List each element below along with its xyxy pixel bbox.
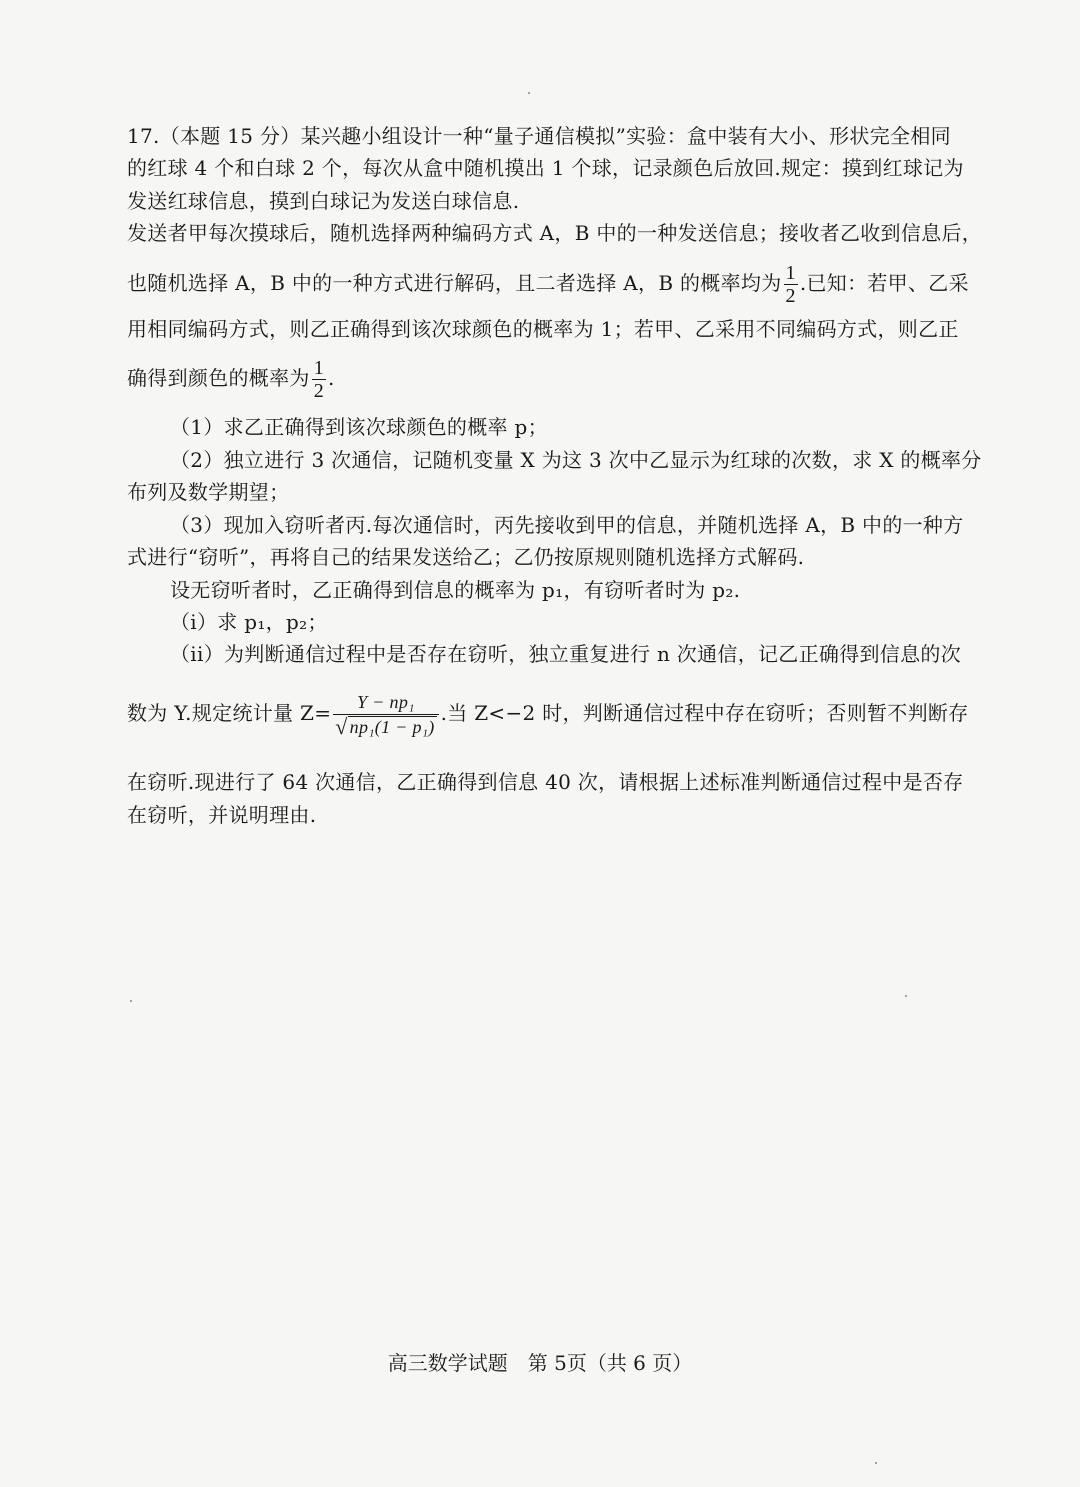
question-3-ii-line-1: （ii）为判断通信过程中是否存在窃听，独立重复进行 n 次通信，记乙正确得到信息的次	[170, 642, 961, 666]
page-footer: 高三数学试题 第 5页（共 6 页）	[387, 1351, 693, 1375]
question-3-line-3: 设无窃听者时，乙正确得到信息的概率为 p₁，有窃听者时为 p₂.	[170, 578, 741, 602]
half-fraction: $\frac{1}{2}$	[785, 262, 796, 307]
statistic-rule: .当 Z<−2 时，判断通信过程中存在窃听；否则暂不判断存	[440, 701, 969, 725]
problem-line-6: 用相同编码方式，则乙正确得到该次球颜色的概率为 1；若甲、乙采用不同编码方式，则乙正	[127, 317, 959, 341]
scan-speck	[875, 1462, 877, 1464]
question-3-line-1: （3）现加入窃听者丙.每次通信时，丙先接收到甲的信息，并随机选择 A，B 中的一种方	[170, 513, 964, 537]
question-1: （1）求乙正确得到该次球颜色的概率 p；	[170, 415, 548, 439]
problem-line-3: 发送红球信息，摸到白球记为发送白球信息.	[127, 189, 520, 213]
z-statistic-fraction	[333, 690, 438, 739]
scan-speck	[130, 1000, 132, 1002]
question-3-line-2: 式进行“窃听”，再将自己的结果发送给乙；乙仍按原规则随机选择方式解码.	[127, 545, 805, 569]
problem-line-5-tail: .已知：若甲、乙采	[799, 271, 969, 295]
question-2-line-1: （2）独立进行 3 次通信，记随机变量 X 为这 3 次中乙显示为红球的次数，求 X 的概率分	[170, 448, 982, 472]
sqrt-symbol: √ np₁(1 − p₁)	[335, 714, 435, 739]
question-3-ii-line-3: 在窃听.现进行了 64 次通信，乙正确得到信息 40 次，请根据上述标准判断通信过程中是否存	[127, 770, 964, 794]
z-numerator: Y − np₁	[333, 690, 438, 715]
problem-line-1: 17.（本题 15 分）某兴趣小组设计一种“量子通信模拟”实验：盒中装有大小、形状完全相同	[127, 124, 951, 148]
problem-line-5-text: 也随机选择 A，B 中的一种方式进行解码，且二者选择 A，B 的概率均为	[127, 271, 782, 295]
problem-line-7: 确得到颜色的概率为 $\frac{1}{2}$ .	[127, 357, 335, 402]
scan-speck	[528, 92, 530, 94]
scan-speck	[905, 995, 907, 997]
problem-line-7-text: 确得到颜色的概率为	[127, 366, 310, 390]
z-denominator: np₁(1 − p₁)	[349, 717, 435, 737]
statistic-label: 数为 Y.规定统计量 Z=	[127, 701, 332, 725]
half-fraction-2: $\frac{1}{2}$	[313, 357, 325, 402]
question-2-line-2: 布列及数学期望；	[127, 480, 290, 504]
problem-line-4: 发送者甲每次摸球后，随机选择两种编码方式 A，B 中的一种发送信息；接收者乙收到信息后，	[127, 221, 983, 245]
problem-line-2: 的红球 4 个和白球 2 个，每次从盒中随机摸出 1 个球，记录颜色后放回.规定：摸到红球记为	[127, 156, 964, 180]
question-3-i: （i）求 p₁，p₂；	[170, 610, 328, 634]
question-3-ii-line-2	[127, 690, 969, 739]
question-3-ii-line-4: 在窃听，并说明理由.	[127, 803, 317, 827]
problem-line-5	[127, 262, 969, 307]
